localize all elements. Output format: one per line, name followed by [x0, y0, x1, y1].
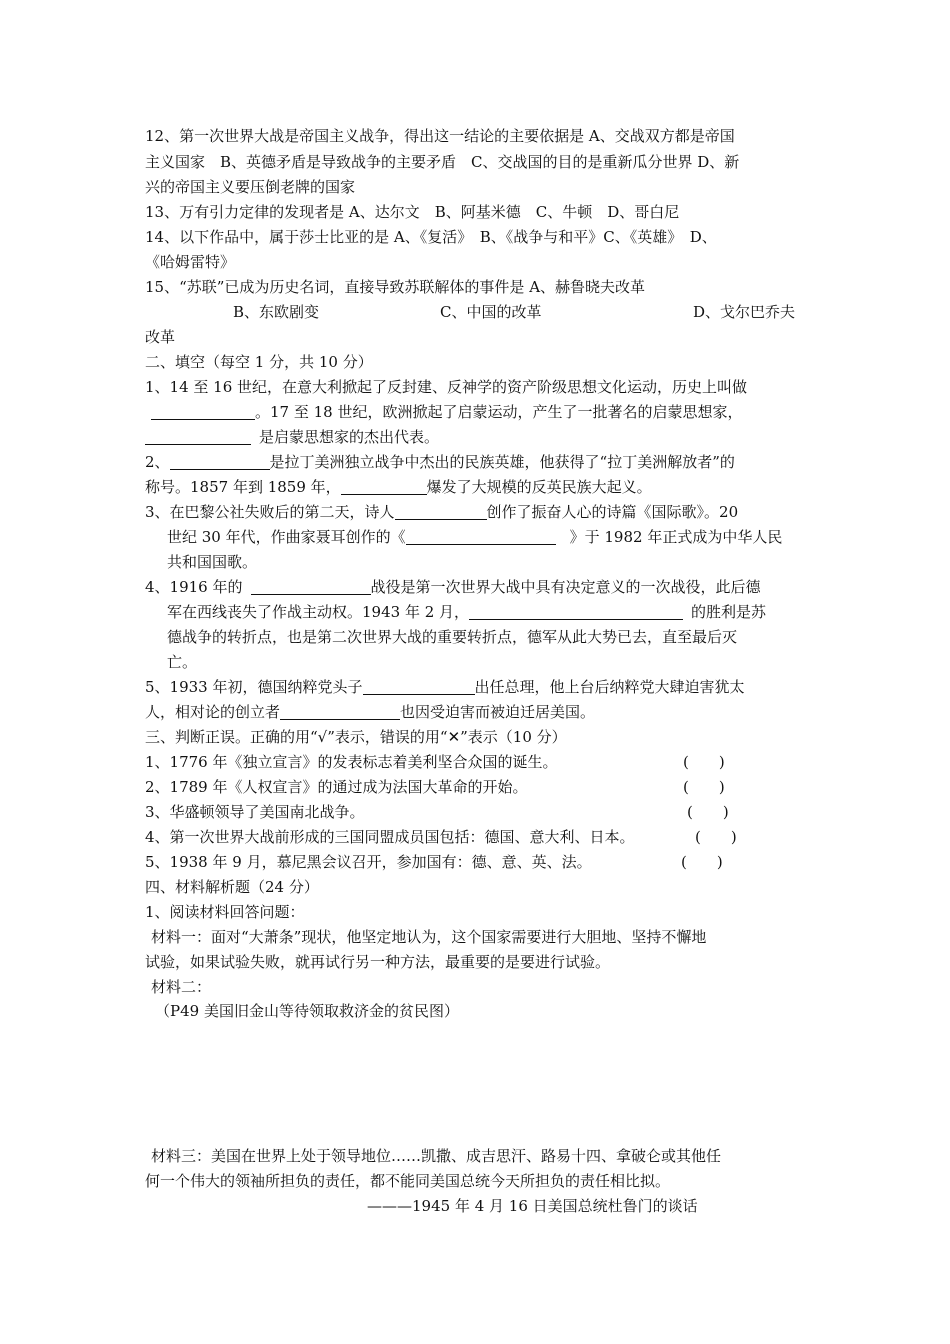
- answer-blank[interactable]: [251, 578, 371, 595]
- material-question-1: 1、阅读材料回答问题：: [145, 903, 305, 921]
- question-15-line-3: 改革: [145, 328, 176, 346]
- answer-blank[interactable]: [341, 478, 427, 495]
- fill-3-text: 创作了振奋人心的诗篇《国际歌》。20: [486, 503, 739, 521]
- fill-4-line-2: [167, 600, 766, 624]
- fill-4-line-4: 亡。: [167, 653, 198, 671]
- fill-3-line-2: [167, 525, 782, 549]
- fill-1-text: 。17 至 18 世纪，欧洲掀起了启蒙运动，产生了一批著名的启蒙思想家，: [255, 403, 743, 421]
- fill-5-line-1: [145, 675, 745, 699]
- fill-4-line-1: [145, 575, 761, 599]
- material-2-label: 材料二：: [151, 978, 212, 996]
- fill-5-text: 5、1933 年初，德国纳粹党头子: [145, 678, 363, 696]
- fill-3-line-3: 共和国国歌。: [167, 553, 258, 571]
- question-15-line-1: 15、“苏联”已成为历史名词，直接导致苏联解体的事件是 A、赫鲁晓夫改革: [145, 278, 646, 296]
- answer-blank[interactable]: [151, 403, 255, 420]
- material-3-source: ———1945 年 4 月 16 日美国总统杜鲁门的谈话: [367, 1197, 698, 1215]
- question-12-line-1: 12、第一次世界大战是帝国主义战争，得出这一结论的主要依据是 A、交战双方都是帝国: [145, 127, 735, 145]
- material-1-line-1: 材料一：面对“大萧条”现状，他坚定地认为，这个国家需要进行大胆地、坚持不懈地: [151, 928, 707, 946]
- fill-4-text: 4、1916 年的: [145, 578, 243, 596]
- material-2-image-caption: （P49 美国旧金山等待领取救济金的贫民图）: [155, 1002, 459, 1020]
- fill-4-line-3: 德战争的转折点，也是第二次世界大战的重要转折点，德军从此大势已去，直至最后灭: [167, 628, 738, 646]
- question-13: 13、万有引力定律的发现者是 A、达尔文 B、阿基米德 C、牛顿 D、哥白尼: [145, 203, 680, 221]
- fill-5-text: 也因受迫害而被迫迁居美国。: [400, 703, 596, 721]
- answer-blank[interactable]: [469, 603, 683, 620]
- answer-blank[interactable]: [395, 503, 487, 520]
- material-section-heading: 四、材料解析题（24 分）: [145, 878, 319, 896]
- answer-blank[interactable]: [363, 678, 475, 695]
- question-14-line-2: 《哈姆雷特》: [145, 253, 236, 271]
- judge-item-1: 1、1776 年《独立宣言》的发表标志着美利坚合众国的诞生。: [145, 753, 558, 771]
- answer-blank[interactable]: [406, 528, 556, 545]
- fill-2-line-1: [145, 450, 735, 474]
- fill-2-number: 2、: [145, 453, 170, 471]
- fill-1-line-1: 1、14 至 16 世纪，在意大利掀起了反封建、反神学的资产阶级思想文化运动，历史上叫做: [145, 378, 748, 396]
- fill-2-text: 爆发了大规模的反英民族大起义。: [426, 478, 652, 496]
- fill-5-text: 人，相对论的创立者: [145, 703, 281, 721]
- answer-parentheses[interactable]: ( ): [681, 853, 723, 871]
- fill-2-text: 称号。1857 年到 1859 年，: [145, 478, 341, 496]
- fill-3-text: 3、在巴黎公社失败后的第二天，诗人: [145, 503, 395, 521]
- answer-parentheses[interactable]: ( ): [683, 753, 725, 771]
- fill-1-line-3: [145, 425, 439, 449]
- answer-parentheses[interactable]: ( ): [683, 778, 725, 796]
- fill-4-text: 的胜利是苏: [691, 603, 767, 621]
- answer-blank[interactable]: [280, 703, 400, 720]
- question-12-line-2: 主义国家 B、英德矛盾是导致战争的主要矛盾 C、交战国的目的是重新瓜分世界 D、新: [145, 153, 740, 171]
- question-15-option-b: B、东欧剧变: [233, 303, 320, 321]
- fill-4-text: 战役是第一次世界大战中具有决定意义的一次战役，此后德: [370, 578, 761, 596]
- fill-1-text: 是启蒙思想家的杰出代表。: [259, 428, 440, 446]
- fill-3-line-1: [145, 500, 738, 524]
- judge-section-heading: 三、判断正误。正确的用“√”表示，错误的用“✕”表示（10 分）: [145, 728, 567, 746]
- fill-2-line-2: [145, 475, 652, 499]
- answer-blank[interactable]: [170, 453, 270, 470]
- question-15-option-c: C、中国的改革: [440, 303, 542, 321]
- fill-5-text: 出任总理，他上台后纳粹党大肆迫害犹太: [474, 678, 745, 696]
- question-14-line-1: 14、以下作品中，属于莎士比亚的是 A、《复活》 B、《战争与和平》C、《英雄》 D、: [145, 228, 717, 246]
- judge-item-3: 3、华盛顿领导了美国南北战争。: [145, 803, 365, 821]
- fill-section-heading: 二、填空（每空 1 分，共 10 分）: [145, 353, 373, 371]
- material-3-line-1: 材料三：美国在世界上处于领导地位……凯撒、成吉思汗、路易十四、拿破仑或其他任: [151, 1147, 722, 1165]
- judge-item-5: 5、1938 年 9 月，慕尼黑会议召开，参加国有：德、意、英、法。: [145, 853, 592, 871]
- question-12-line-3: 兴的帝国主义要压倒老牌的国家: [145, 178, 356, 196]
- answer-parentheses[interactable]: ( ): [695, 828, 737, 846]
- material-1-line-2: 试验，如果试验失败，就再试行另一种方法，最重要的是要进行试验。: [145, 953, 611, 971]
- judge-item-2: 2、1789 年《人权宣言》的通过成为法国大革命的开始。: [145, 778, 528, 796]
- answer-blank[interactable]: [145, 428, 251, 445]
- fill-4-text: 军在西线丧失了作战主动权。1943 年 2 月，: [167, 603, 470, 621]
- fill-2-text: 是拉丁美洲独立战争中杰出的民族英雄，他获得了“拉丁美洲解放者”的: [269, 453, 735, 471]
- material-3-line-2: 何一个伟大的领袖所担负的责任，都不能同美国总统今天所担负的责任相比拟。: [145, 1172, 671, 1190]
- question-15-option-d: D、戈尔巴乔夫: [693, 303, 796, 321]
- fill-5-line-2: [145, 700, 595, 724]
- fill-1-line-2: [151, 400, 742, 424]
- answer-parentheses[interactable]: ( ): [687, 803, 729, 821]
- fill-3-text: 世纪 30 年代，作曲家聂耳创作的《: [167, 528, 406, 546]
- judge-item-4: 4、第一次世界大战前形成的三国同盟成员国包括：德国、意大利、日本。: [145, 828, 635, 846]
- fill-3-text: 》于 1982 年正式成为中华人民: [569, 528, 783, 546]
